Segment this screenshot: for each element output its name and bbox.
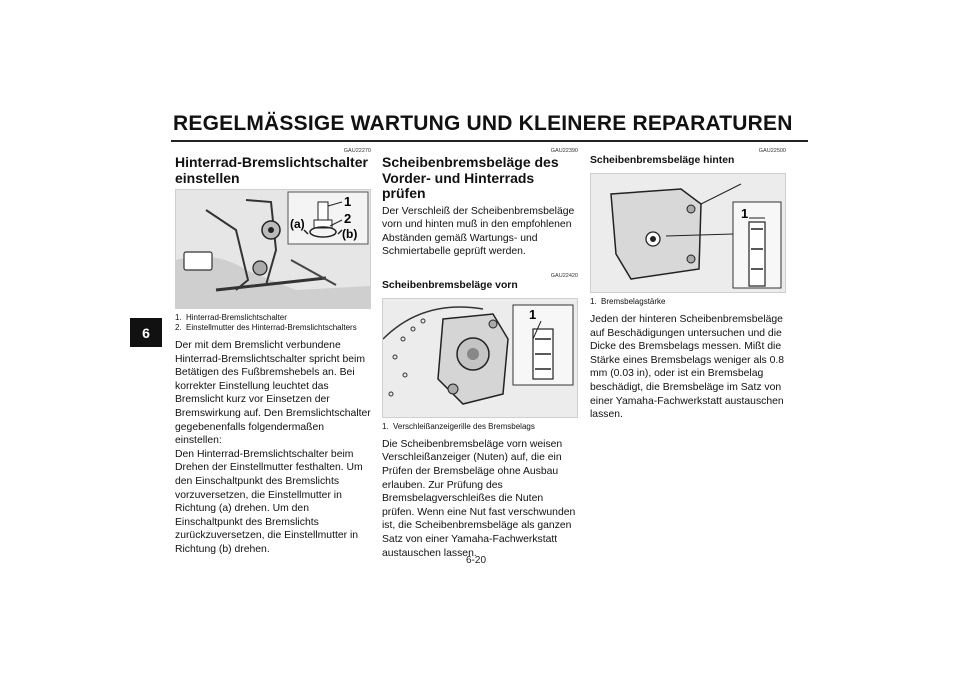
caption-item: 1. Verschleißanzeigerille des Bremsbelags [382,421,535,431]
fig-label-b: (b) [342,227,358,241]
section-brake-light-switch [175,148,371,557]
figure-brake-light-switch [175,189,371,309]
chapter-tab: 6 [130,318,162,347]
section-code: GAU22500 [758,148,786,154]
fig-label-1: 1 [741,206,749,221]
section-title: Scheibenbremsbeläge hinten [590,155,735,166]
section-title: Hinterrad-Bremslichtschalter einstellen [175,154,368,186]
section-intro: Der Verschleiß der Scheibenbremsbeläge vorn und hinten muß in den empfohlenen Abständen gemäß Wartungs- und Schmiertabelle geprüft werden. [382,205,575,258]
figure-front-brake-pads [382,298,578,418]
section-rear-brake-pads [590,148,786,422]
section-code: GAU22390 [550,148,578,154]
page-number: 6-20 [466,555,487,566]
fig-label-2: 2 [344,211,352,226]
caption-item: 2. Einstellmutter des Hinterrad-Bremslichtschalters [175,323,357,332]
section-body: Jeden der hinteren Scheibenbremsbeläge auf Beschädigungen untersuchen und die Dicke des Bremsbelags messen. Mißt die Stärke eines Bremsbelags weniger als 0.8 mm (0.03 in), oder ist ein Bremsbelag beschädigt, die Bremsbeläge im Satz von einer Yamaha-Fachwerkstatt austauschen lassen. [590,314,785,421]
header-rule [171,140,808,142]
subsection-code: GAU22420 [550,272,578,279]
section-code: GAU22270 [343,148,371,154]
caption-item: 1. Hinterrad-Bremslichtschalter [175,313,287,322]
figure-rear-brake-pads [590,173,786,293]
fig-label-1: 1 [344,194,352,209]
caption-item: 1. Bremsbelagstärke [590,297,666,306]
subsection-title: Scheibenbremsbeläge vorn [382,279,518,291]
fig-label-a: (a) [290,217,305,231]
page-header-title: REGELMÄSSIGE WARTUNG UND KLEINERE REPARATUREN [173,112,793,135]
section-brake-pads [382,148,578,560]
section-title: Scheibenbremsbeläge des Vorder- und Hinterrads prüfen [382,154,559,201]
figure-caption [382,422,578,432]
figure-caption [175,313,371,333]
fig-label-1: 1 [529,306,537,322]
section-body: Die Scheibenbremsbeläge vorn weisen Verschleißanzeiger (Nuten) auf, die ein Prüfen der Bremsbeläge ohne Ausbau erlauben. Zur Prüfung des Bremsbelagverschleißes die Nuten prüfen. Wenn eine Nut fast verschwunden ist, die Scheibenbremsbeläge als ganzen Satz von einer Yamaha-Fachwerkstatt austauschen lassen. [382,438,576,559]
section-body: Der mit dem Bremslicht verbundene Hinterrad-Bremslichtschalter spricht beim Betätigen des Fußbremshebels an. Bei korrekter Einstellung leuchtet das Bremslicht kurz vor Einsetzen der Bremswirkung auf. Den Bremslichtschalter gegebenenfalls folgendermaßen einstellen: Den Hinterrad-Bremslichtschalter beim Drehen der Einstellmutter festhalten. Um den Einschaltpunkt des Bremslichts vorzuversetzen, die Einstellmutter in Richtung (a) drehen. Um den Einschaltpunkt des Bremslichts zurückzuversetzen, die Einstellmutter in Richtung (b) drehen. [175,340,371,555]
figure-caption [590,297,786,307]
